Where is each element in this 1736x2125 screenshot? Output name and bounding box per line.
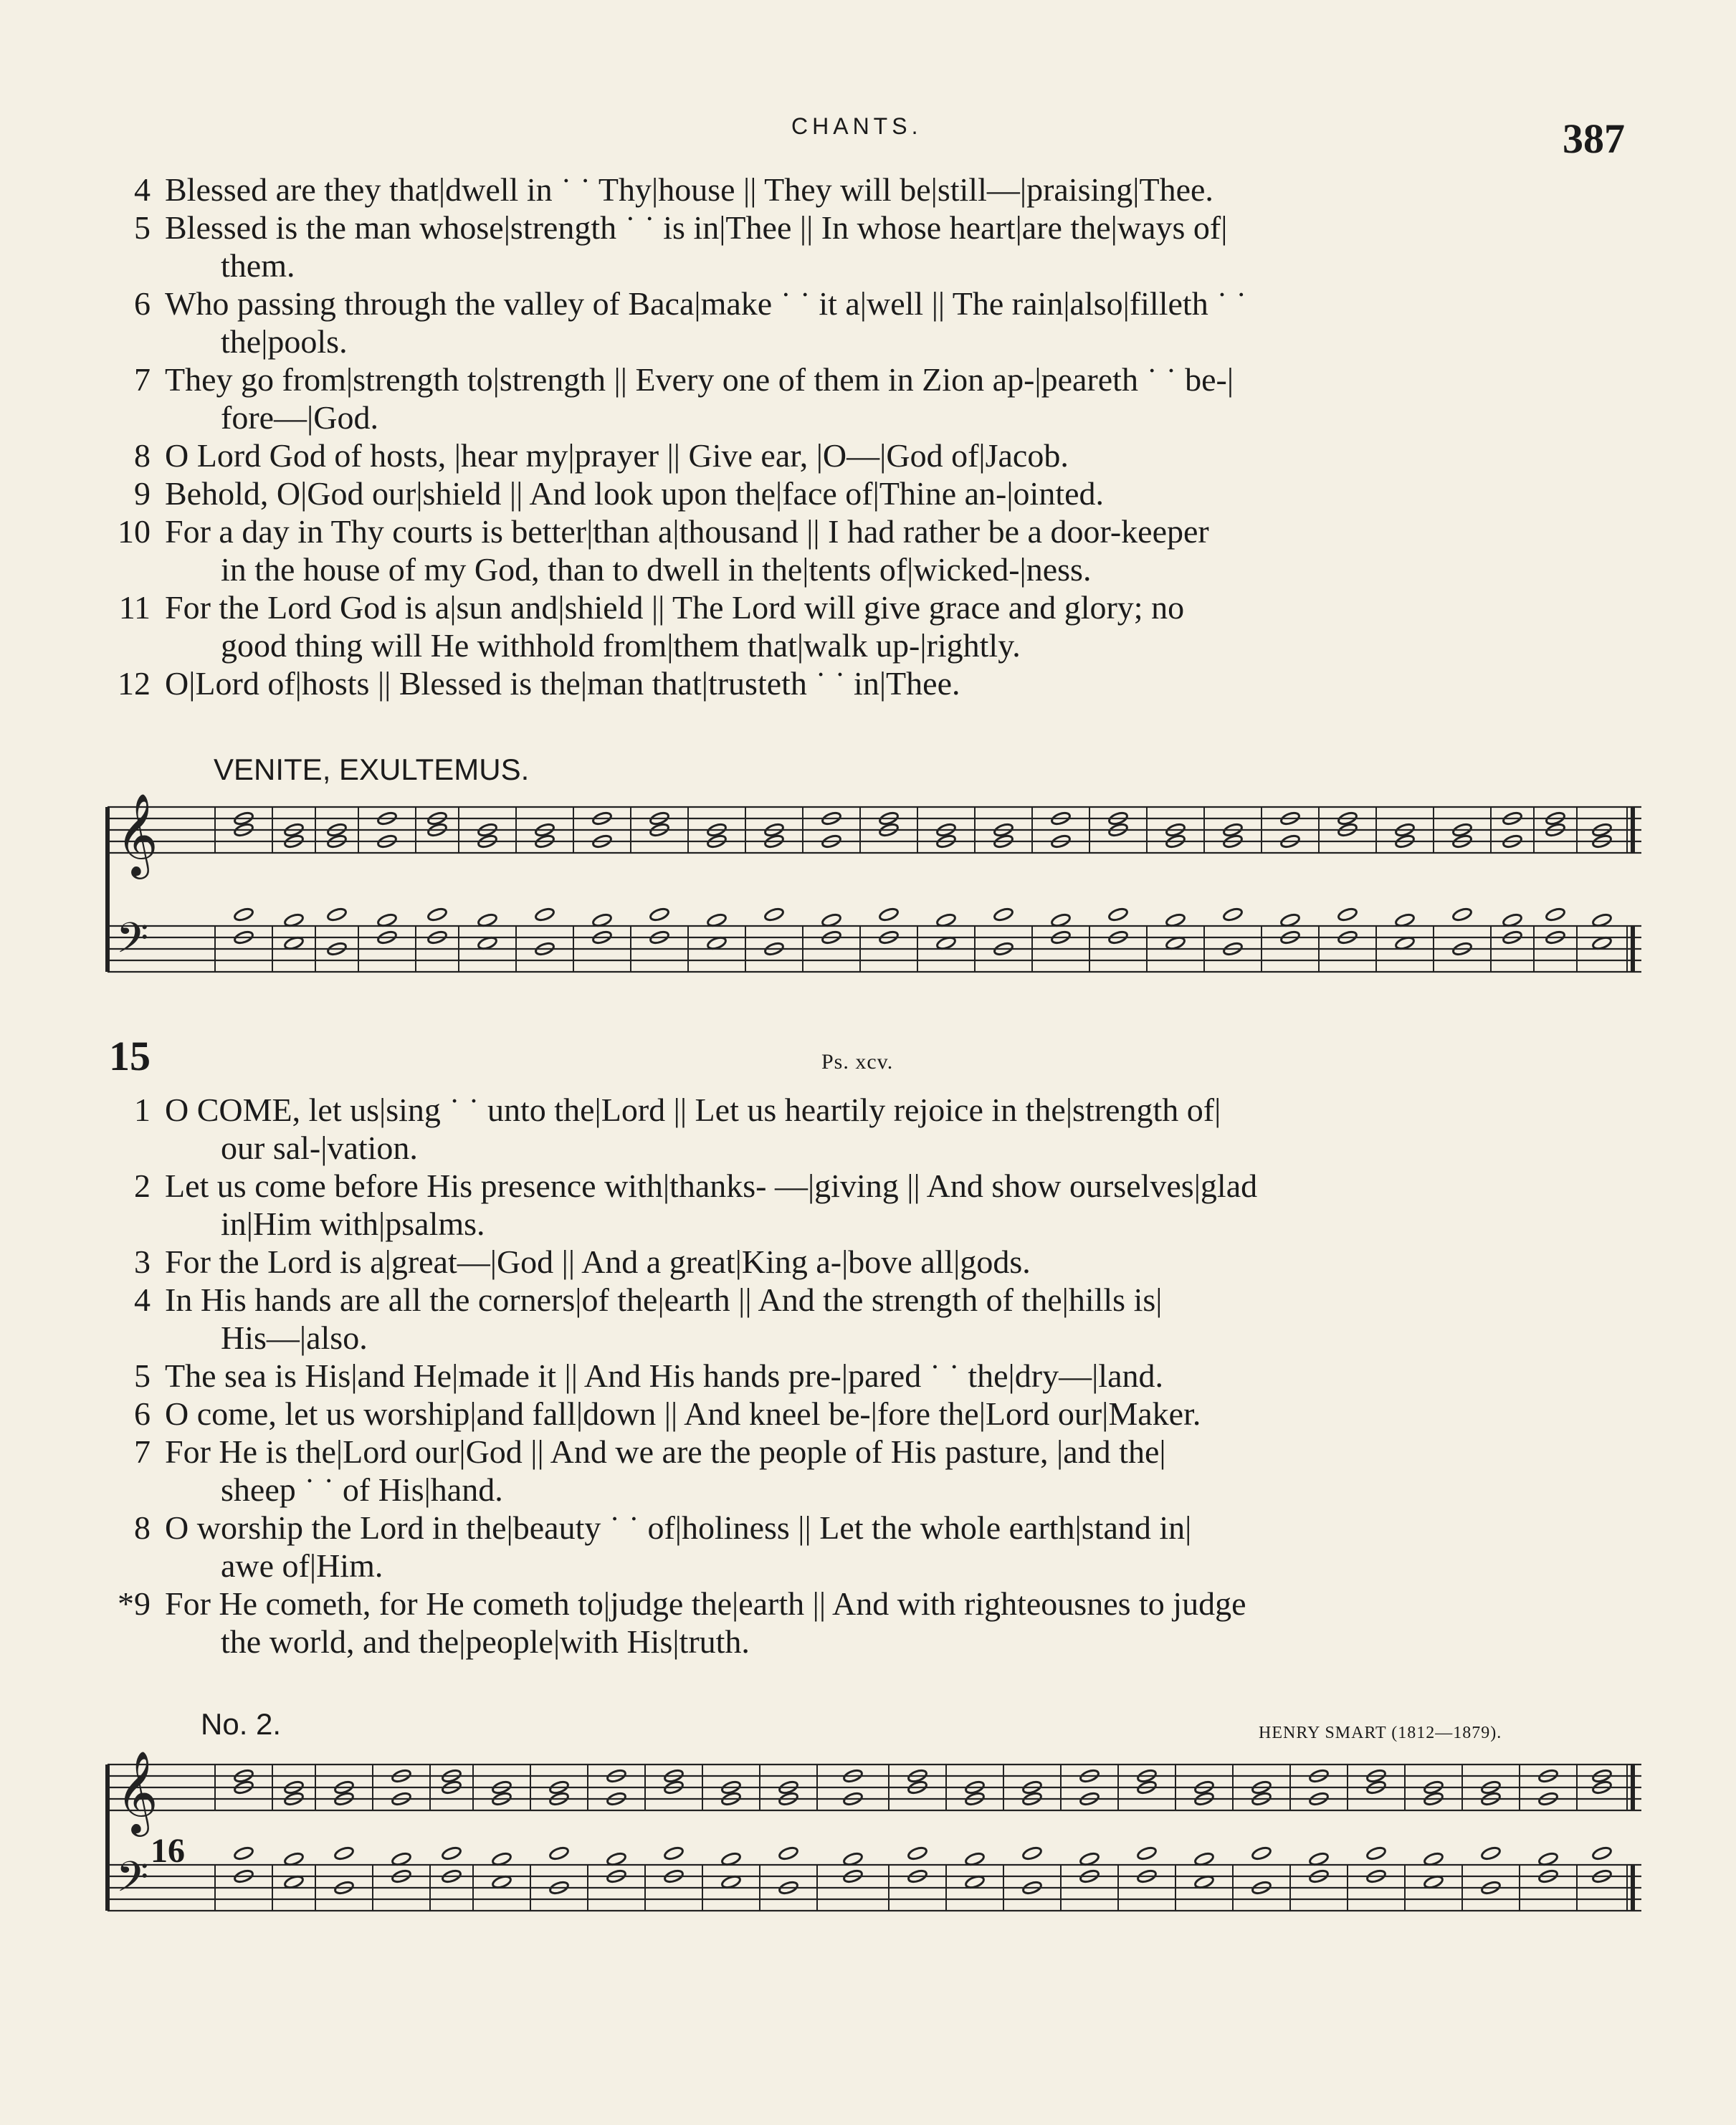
- verse: [0, 1585, 1736, 1661]
- psalm-95-verses: [0, 1091, 1736, 1661]
- verse-number: 8: [134, 1509, 151, 1546]
- verse-line: His—|also.: [221, 1319, 368, 1356]
- note-head: [1022, 1845, 1043, 1861]
- verse-number: 3: [134, 1243, 151, 1280]
- note-head: [1592, 1845, 1613, 1861]
- treble-clef: 𝄞: [116, 793, 158, 876]
- verse: [0, 1167, 1736, 1243]
- verse-line: O|Lord of|hosts || Blessed is the|man that|trusteth ˙ ˙ in|Thee.: [165, 665, 960, 702]
- verse-number: 4: [134, 171, 151, 208]
- note-head: [1137, 1845, 1158, 1861]
- note-head: [1108, 907, 1129, 922]
- verse-line: O Lord God of hosts, |hear my|prayer || Give ear, |O—|God of|Jacob.: [165, 437, 1069, 474]
- chant-score-2: [0, 1742, 1736, 1957]
- psalm-reference: Ps. xcv.: [821, 1050, 894, 1074]
- verse-line: For He is the|Lord our|God || And we are the people of His pasture, |and the|: [165, 1433, 1166, 1470]
- verse: [0, 171, 1736, 209]
- chant-title: VENITE, EXULTEMUS.: [214, 753, 530, 786]
- note-head: [649, 907, 670, 922]
- running-header: CHANTS.: [791, 113, 922, 139]
- verse-line: In His hands are all the corners|of the|earth || And the strength of the|hills is|: [165, 1281, 1163, 1318]
- verse: [0, 1091, 1736, 1167]
- verse-line: For the Lord is a|great—|God || And a great|King a-|bove all|gods.: [165, 1243, 1031, 1280]
- verse-number: 9: [134, 475, 151, 512]
- verse-line: For the Lord God is a|sun and|shield || The Lord will give grace and glory; no: [165, 589, 1185, 626]
- verse-line: For a day in Thy courts is better|than a|thousand || I had rather be a door-keeper: [165, 513, 1209, 550]
- verse-number: 10: [118, 513, 151, 550]
- verse-number: *9: [118, 1585, 151, 1622]
- note-head: [764, 907, 785, 922]
- note-head: [879, 907, 900, 922]
- verse-line: Behold, O|God our|shield || And look upon the|face of|Thine an-|ointed.: [165, 475, 1105, 512]
- verse-number: 6: [134, 285, 151, 322]
- note-head: [1337, 907, 1358, 922]
- verse: [0, 1395, 1736, 1433]
- verse-line: sheep ˙ ˙ of His|hand.: [221, 1471, 503, 1508]
- note-head: [993, 907, 1014, 922]
- note-head: [334, 1845, 355, 1861]
- note-head: [1366, 1845, 1387, 1861]
- chant-score-1: [0, 788, 1736, 1046]
- page-number: 387: [1563, 115, 1625, 162]
- note-head: [664, 1845, 685, 1861]
- psalm-number: 15: [109, 1033, 151, 1079]
- note-head: [327, 907, 348, 922]
- verse-number: 7: [134, 1433, 151, 1470]
- bass-clef: 𝄢: [116, 1853, 149, 1911]
- verse-line: in|Him with|psalms.: [221, 1205, 485, 1242]
- verse-number: 6: [134, 1395, 151, 1432]
- composer-credit: HENRY SMART (1812—1879).: [1259, 1724, 1502, 1742]
- verse-number: 5: [134, 209, 151, 246]
- verse-number: 7: [134, 361, 151, 398]
- verse-line: Let us come before His presence with|thanks- —|giving || And show ourselves|glad: [165, 1167, 1258, 1204]
- verse: [0, 360, 1736, 436]
- verse: [0, 664, 1736, 702]
- verse-line: fore—|God.: [221, 399, 378, 436]
- verse: [0, 1243, 1736, 1281]
- verse-line: O worship the Lord in the|beauty ˙ ˙ of|holiness || Let the whole earth|stand in|: [165, 1509, 1192, 1546]
- verse-number: 5: [134, 1357, 151, 1394]
- note-head: [234, 1845, 254, 1861]
- note-head: [1251, 1845, 1272, 1861]
- note-head: [1545, 907, 1566, 922]
- verse: [0, 209, 1736, 285]
- note-head: [1452, 907, 1473, 922]
- verse-line: in the house of my God, than to dwell in the|tents of|wicked-|ness.: [221, 551, 1092, 588]
- verse-line: They go from|strength to|strength || Every one of them in Zion ap-|peareth ˙ ˙ be-|: [165, 361, 1234, 398]
- chant-number: 16: [151, 1832, 185, 1870]
- verse: [0, 1281, 1736, 1357]
- verse-line: O come, let us worship|and fall|down || And kneel be-|fore the|Lord our|Maker.: [165, 1395, 1201, 1432]
- verse-line: our sal-|vation.: [221, 1130, 418, 1166]
- note-head: [442, 1845, 462, 1861]
- verse-line: For He cometh, for He cometh to|judge the|earth || And with righteousnes to judge: [165, 1585, 1246, 1622]
- verse-line: good thing will He withhold from|them that|walk up-|rightly.: [221, 627, 1021, 664]
- bass-clef: 𝄢: [116, 914, 149, 973]
- treble-clef: 𝄞: [116, 1751, 158, 1833]
- note-head: [427, 907, 448, 922]
- chant-title-2: No. 2.: [201, 1707, 282, 1741]
- verse-line: the world, and the|people|with His|truth.: [221, 1623, 750, 1660]
- note-head: [549, 1845, 570, 1861]
- verse-line: Blessed is the man whose|strength ˙ ˙ is in|Thee || In whose heart|are the|ways of|: [165, 209, 1228, 246]
- note-head: [234, 907, 254, 922]
- verse-number: 2: [134, 1167, 151, 1204]
- verse: [0, 1509, 1736, 1585]
- verse-line: Blessed are they that|dwell in ˙ ˙ Thy|house || They will be|still—|praising|Thee.: [165, 171, 1213, 208]
- note-head: [778, 1845, 799, 1861]
- verse: [0, 436, 1736, 474]
- verse: [0, 512, 1736, 588]
- verse-line: The sea is His|and He|made it || And His hands pre-|pared ˙ ˙ the|dry—|land.: [165, 1357, 1163, 1394]
- note-head: [1223, 907, 1244, 922]
- verse-number: 4: [134, 1281, 151, 1318]
- verse-number: 11: [118, 589, 151, 626]
- verse-line: O COME, let us|sing ˙ ˙ unto the|Lord || Let us heartily rejoice in the|strength of|: [165, 1092, 1221, 1128]
- verse: [0, 285, 1736, 360]
- verse-line: awe of|Him.: [221, 1547, 383, 1584]
- verse-number: 8: [134, 437, 151, 474]
- note-head: [535, 907, 555, 922]
- verse-line: Who passing through the valley of Baca|make ˙ ˙ it a|well || The rain|also|filleth ˙ ˙: [165, 285, 1247, 322]
- verse-number: 12: [118, 665, 151, 702]
- note-head: [907, 1845, 928, 1861]
- psalm-84-verses: [0, 171, 1736, 702]
- verse-line: the|pools.: [221, 323, 348, 360]
- verse: [0, 588, 1736, 664]
- verse-number: 1: [134, 1092, 151, 1128]
- verse-line: them.: [221, 247, 295, 284]
- verse: [0, 474, 1736, 512]
- verse: [0, 1433, 1736, 1509]
- note-head: [1481, 1845, 1502, 1861]
- verse: [0, 1357, 1736, 1395]
